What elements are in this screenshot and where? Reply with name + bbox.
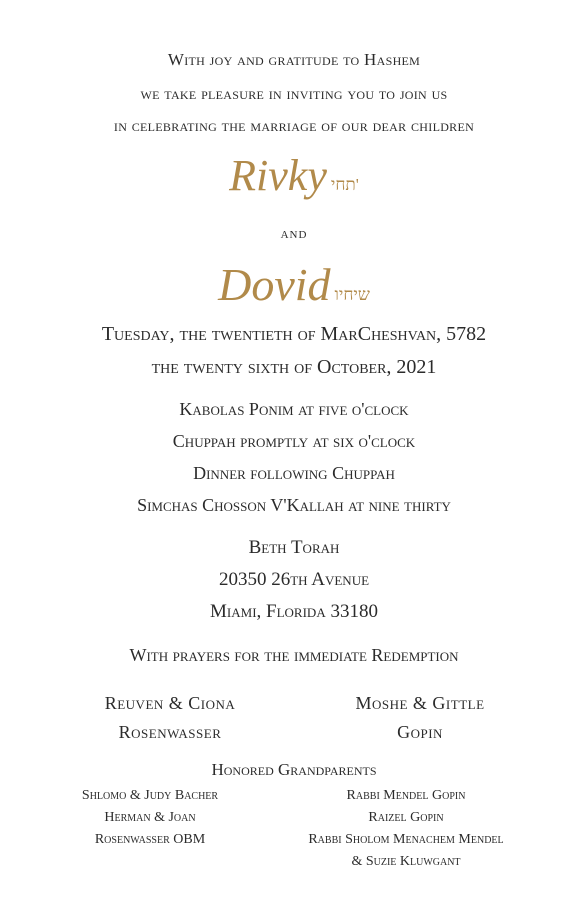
hebrew-date: Tuesday, the twentieth of MarCheshvan, 5782 <box>101 323 487 345</box>
prayer-line: With prayers for the immediate Redemption <box>129 645 459 665</box>
groom-grandparents-line-1: Rabbi Mendel Gopin <box>346 788 466 803</box>
grandparents-title: Honored Grandparents <box>211 760 377 779</box>
intro-line-3: in celebrating the marriage of our dear children <box>113 116 475 135</box>
venue-street: 20350 26th Avenue <box>218 569 370 590</box>
groom-parents-surname: Gopin <box>397 722 443 742</box>
bride-grandparents-line-2: Herman & Joan <box>104 810 196 825</box>
bride-name-block <box>0 150 588 201</box>
schedule-chuppah: Chuppah promptly at six o'clock <box>172 431 416 451</box>
groom-grandparents-line-3: Rabbi Sholom Menachem Mendel <box>308 832 504 847</box>
schedule-kabolas-ponim: Kabolas Ponim at five o'clock <box>179 399 409 419</box>
bride-parents <box>70 693 270 743</box>
groom-grandparents <box>276 785 536 873</box>
groom-parents-names: Moshe & Gittle <box>355 693 485 713</box>
and-word: and <box>280 226 308 242</box>
bride-grandparents <box>40 785 260 851</box>
bride-grandparents-line-3: Rosenwasser OBM <box>94 832 206 847</box>
intro-line-1: With joy and gratitude to Hashem <box>167 50 421 69</box>
venue-city: Miami, Florida 33180 <box>210 601 378 622</box>
schedule-dinner: Dinner following Chuppah <box>193 463 395 483</box>
groom-name-block <box>0 258 588 311</box>
venue-name: Beth Torah <box>248 537 340 558</box>
intro-line-2: we take pleasure in inviting you to join us <box>140 84 448 103</box>
groom-grandparents-line-4: & Suzie Kluwgant <box>351 854 461 869</box>
groom-parents <box>320 693 520 743</box>
bride-hebrew-suffix: תחי' <box>330 175 359 194</box>
bride-name: Rivky <box>229 151 327 200</box>
secular-date: the twenty sixth of October, 2021 <box>151 356 437 378</box>
bride-grandparents-line-1: Shlomo & Judy Bacher <box>81 788 219 803</box>
bride-parents-surname: Rosenwasser <box>118 722 222 742</box>
groom-name: Dovid <box>218 259 331 310</box>
bride-parents-names: Reuven & Ciona <box>104 693 236 713</box>
groom-hebrew-suffix: שיחיו <box>334 285 370 304</box>
schedule-simchas: Simchas Chosson V'Kallah at nine thirty <box>137 495 451 515</box>
groom-grandparents-line-2: Raizel Gopin <box>368 810 444 825</box>
